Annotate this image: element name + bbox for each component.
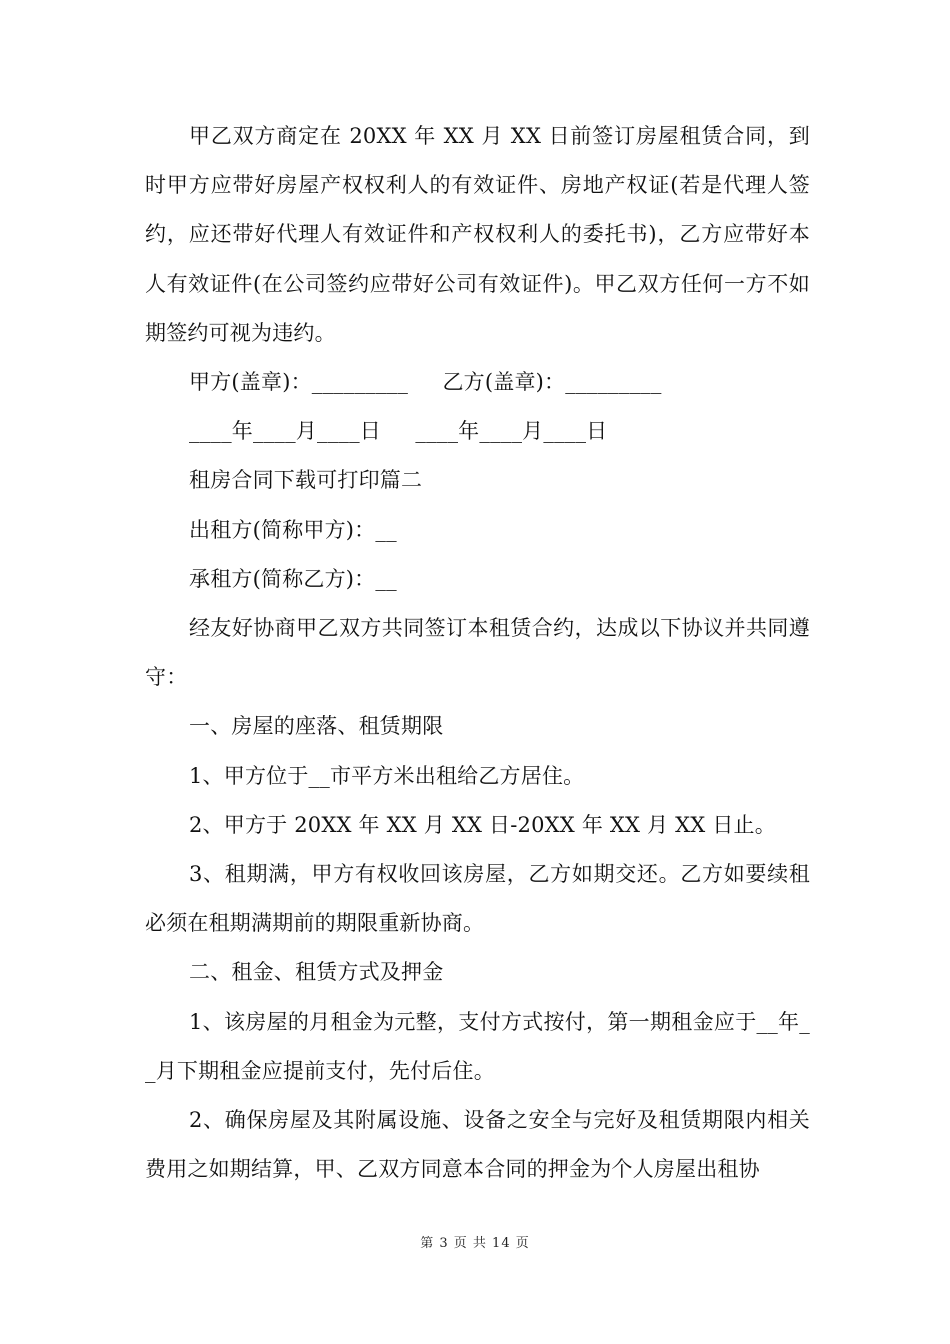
section-title: 租房合同下载可打印篇二 (189, 468, 423, 493)
document-body (145, 112, 810, 1194)
clause-1-1: 1、甲方位于__市平方米出租给乙方居住。 (189, 763, 585, 788)
clause-1-3: 3、租期满，甲方有权收回该房屋，乙方如期交还。乙方如要续租必须在租期满期前的期限重新协商。 (145, 862, 810, 936)
date-line: ____年____月____日 ____年____月____日 (189, 419, 608, 444)
seal-line: 甲方(盖章)：_________ 乙方(盖章)：_________ (189, 370, 662, 395)
clause-1-2: 2、甲方于 20XX 年 XX 月 XX 日-20XX 年 XX 月 XX 日止。 (189, 812, 776, 837)
lessee-line: 承租方(简称乙方)：__ (189, 566, 397, 591)
paragraph-signing-terms: 甲乙双方商定在 20XX 年 XX 月 XX 日前签订房屋租赁合同，到时甲方应带好房屋产权权利人的有效证件、房地产权证(若是代理人签约，应还带好代理人有效证件和产权权利人的委托书)，乙方应带好本人有效证件(在公司签约应带好公司有效证件)。甲乙双方任何一方不如期签约可视为违约。 (145, 124, 810, 345)
heading-rent-deposit: 二、租金、租赁方式及押金 (189, 960, 444, 985)
heading-location-term: 一、房屋的座落、租赁期限 (189, 714, 444, 739)
page-number-footer: 第 3 页 共 14 页 (420, 1236, 530, 1251)
clause-2-1: 1、该房屋的月租金为元整，支付方式按付，第一期租金应于__年__月下期租金应提前支付，先付后住。 (145, 1009, 810, 1083)
paragraph-agreement: 经友好协商甲乙双方共同签订本租赁合约，达成以下协议并共同遵守： (145, 616, 810, 690)
clause-2-2: 2、确保房屋及其附属设施、设备之安全与完好及租赁期限内相关费用之如期结算，甲、乙双方同意本合同的押金为个人房屋出租协 (145, 1108, 810, 1182)
lessor-line: 出租方(简称甲方)：__ (189, 517, 397, 542)
